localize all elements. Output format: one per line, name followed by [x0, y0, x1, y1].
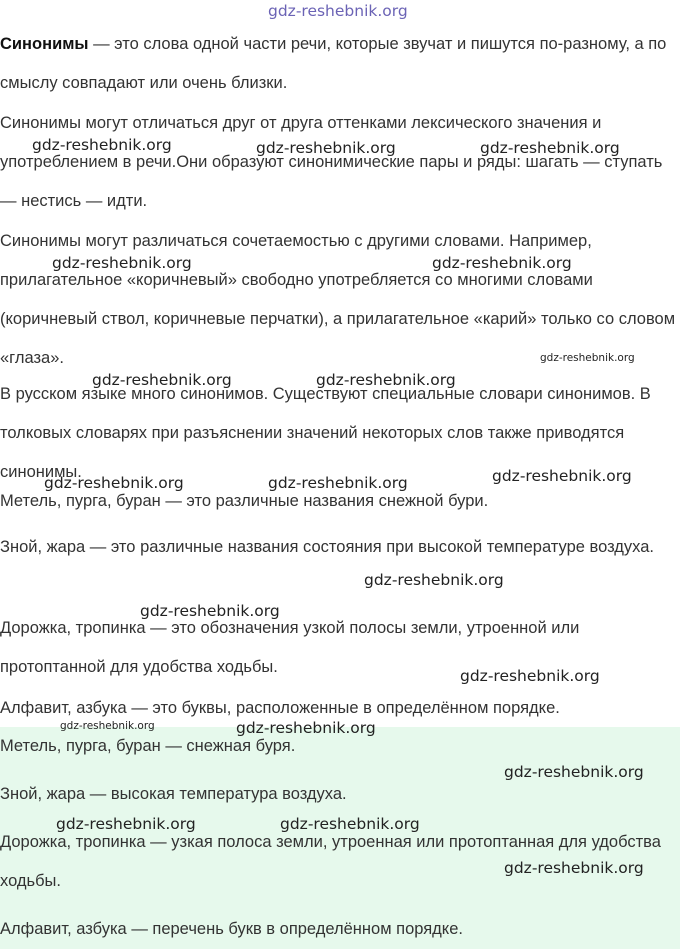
- watermark: gdz-reshebnik.org: [492, 467, 632, 485]
- answer-heat: Зной, жара — высокая температура воздуха.: [0, 785, 347, 803]
- watermark: gdz-reshebnik.org: [268, 474, 408, 492]
- paragraph-path: Дорожка, тропинка — это обозначения узкой полосы земли, утроенной или протоптанной для удобства ходьбы.: [0, 619, 580, 676]
- paragraph-heat: Зной, жара — это различные названия состояния при высокой температуре воздуха.: [0, 538, 654, 556]
- watermark: gdz-reshebnik.org: [316, 371, 456, 389]
- watermark: gdz-reshebnik.org: [60, 720, 155, 732]
- watermark: gdz-reshebnik.org: [540, 352, 635, 364]
- watermark: gdz-reshebnik.org: [256, 139, 396, 157]
- watermark: gdz-reshebnik.org: [140, 602, 280, 620]
- paragraph-blizzard: Метель, пурга, буран — это различные названия снежной бури.: [0, 492, 489, 510]
- answer-alphabet: Алфавит, азбука — перечень букв в определённом порядке.: [0, 920, 463, 938]
- paragraph-compatibility: Синонимы могут различаться сочетаемостью с другими словами. Например, прилагательное «коричневый» свободно употребляется со многими словами (коричневый ствол, коричневые перчатки), а прилагательное «карий» только со словом «глаза».: [0, 232, 676, 367]
- watermark: gdz-reshebnik.org: [504, 763, 644, 781]
- answer-blizzard: Метель, пурга, буран — снежная буря.: [0, 737, 296, 755]
- watermark: gdz-reshebnik.org: [32, 136, 172, 154]
- paragraph-shades: Синонимы могут отличаться друг от друга оттенками лексического значения и употреблением в речи.Они образуют синонимические пары и ряды: шагать — ступать — нестись — идти.: [0, 114, 663, 210]
- paragraph-alphabet: Алфавит, азбука — это буквы, расположенные в определённом порядке.: [0, 699, 560, 717]
- watermark: gdz-reshebnik.org: [504, 859, 644, 877]
- watermark: gdz-reshebnik.org: [460, 667, 600, 685]
- definition-paragraph: [0, 25, 680, 103]
- watermark: gdz-reshebnik.org: [44, 474, 184, 492]
- watermark: gdz-reshebnik.org: [56, 815, 196, 833]
- header-watermark: gdz-reshebnik.org: [268, 2, 408, 20]
- definition-text: — это слова одной части речи, которые звучат и пишутся по-разному, а по смыслу совпадают или очень близки.: [0, 35, 667, 92]
- watermark: gdz-reshebnik.org: [364, 571, 504, 589]
- watermark: gdz-reshebnik.org: [236, 719, 376, 737]
- answer-path: Дорожка, тропинка — узкая полоса земли, утроенная или протоптанная для удобства ходьбы.: [0, 833, 661, 890]
- watermark: gdz-reshebnik.org: [280, 815, 420, 833]
- watermark: gdz-reshebnik.org: [92, 371, 232, 389]
- term-synonyms: Синонимы: [0, 35, 89, 53]
- watermark: gdz-reshebnik.org: [52, 254, 192, 272]
- watermark: gdz-reshebnik.org: [480, 139, 620, 157]
- paragraph-dictionaries: В русском языке много синонимов. Существуют специальные словари синонимов. В толковых словарях при разъяснении значений некоторых слов также приводятся синонимы.: [0, 385, 651, 481]
- watermark: gdz-reshebnik.org: [432, 254, 572, 272]
